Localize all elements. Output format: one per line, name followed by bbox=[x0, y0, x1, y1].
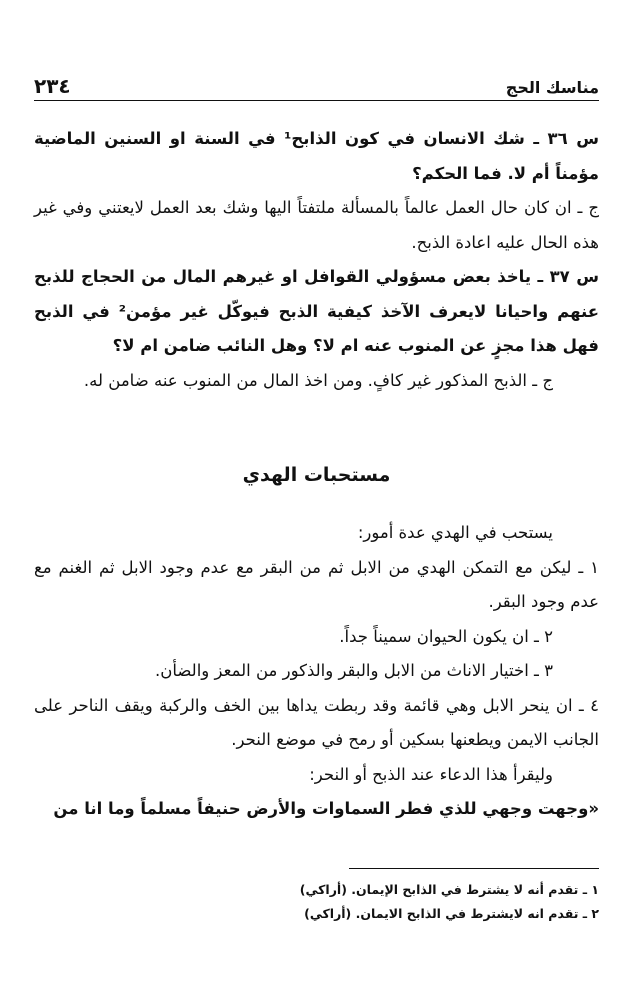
page-body bbox=[34, 122, 599, 827]
footnotes bbox=[34, 878, 599, 926]
section-gap bbox=[34, 398, 599, 458]
answer-36: ج ـ ان كان حال العمل عالماً بالمسألة ملتفتاً اليها وشك بعد العمل لايعتني وفي غير هذه الحال عليه اعادة الذبح. bbox=[34, 198, 599, 252]
section-intro: يستحب في الهدي عدة أمور: bbox=[357, 523, 553, 542]
question-36: س ٣٦ ـ شك الانسان في كون الذابح¹ في السنة او السنين الماضية مؤمناً أم لا. فما الحكم؟ bbox=[34, 129, 599, 183]
section-title: مستحبات الهدي bbox=[242, 464, 391, 486]
footnote-divider bbox=[349, 868, 599, 869]
dua-intro: وليقرأ هذا الدعاء عند الذبح أو النحر: bbox=[309, 764, 553, 784]
footnote: ٢ ـ تقدم انه لايشترط في الذابح الايمان. (أراكي) bbox=[304, 906, 599, 921]
page-number: ٢٣٤ bbox=[34, 74, 71, 98]
list-item: ١ ـ ليكن مع التمكن الهدي من الابل ثم من البقر مع عدم وجود الابل ثم الغنم مع عدم وجود البقر. bbox=[34, 557, 599, 611]
list-item: ٣ ـ اختيار الاناث من الابل والبقر والذكور من المعز والضأن. bbox=[154, 661, 553, 680]
footnote: ١ ـ تقدم أنه لا يشترط في الذابح الإيمان. (أراكي) bbox=[299, 882, 599, 897]
page-header bbox=[34, 70, 599, 101]
answer-37: ج ـ الذبح المذكور غير كافٍ. ومن اخذ المال من المنوب عنه ضامن له. bbox=[83, 370, 553, 390]
dua-text: «وجهت وجهي للذي فطر السماوات والأرض حنيفاً مسلماً وما انا من bbox=[53, 799, 599, 818]
list-item: ٤ ـ ان ينحر الابل وهي قائمة وقد ربطت يداها بين الخف والركبة ويقف الناحر على الجانب الايمن ويطعنها بسكين أو رمح في موضع النحر. bbox=[34, 695, 599, 749]
list-item: ٢ ـ ان يكون الحيوان سميناً جداً. bbox=[339, 626, 553, 646]
question-37: س ٣٧ ـ ياخذ بعض مسؤولي القوافل او غيرهم المال من الحجاج للذبح عنهم واحيانا لايعرف الآخذ كيفية الذبح فيوكّل غير مؤمن² في الذبح فهل هذا مجزٍ عن المنوب عنه ام لا؟ وهل النائب ضامن ام لا؟ bbox=[34, 267, 599, 355]
running-title: مناسك الحج bbox=[505, 78, 599, 97]
